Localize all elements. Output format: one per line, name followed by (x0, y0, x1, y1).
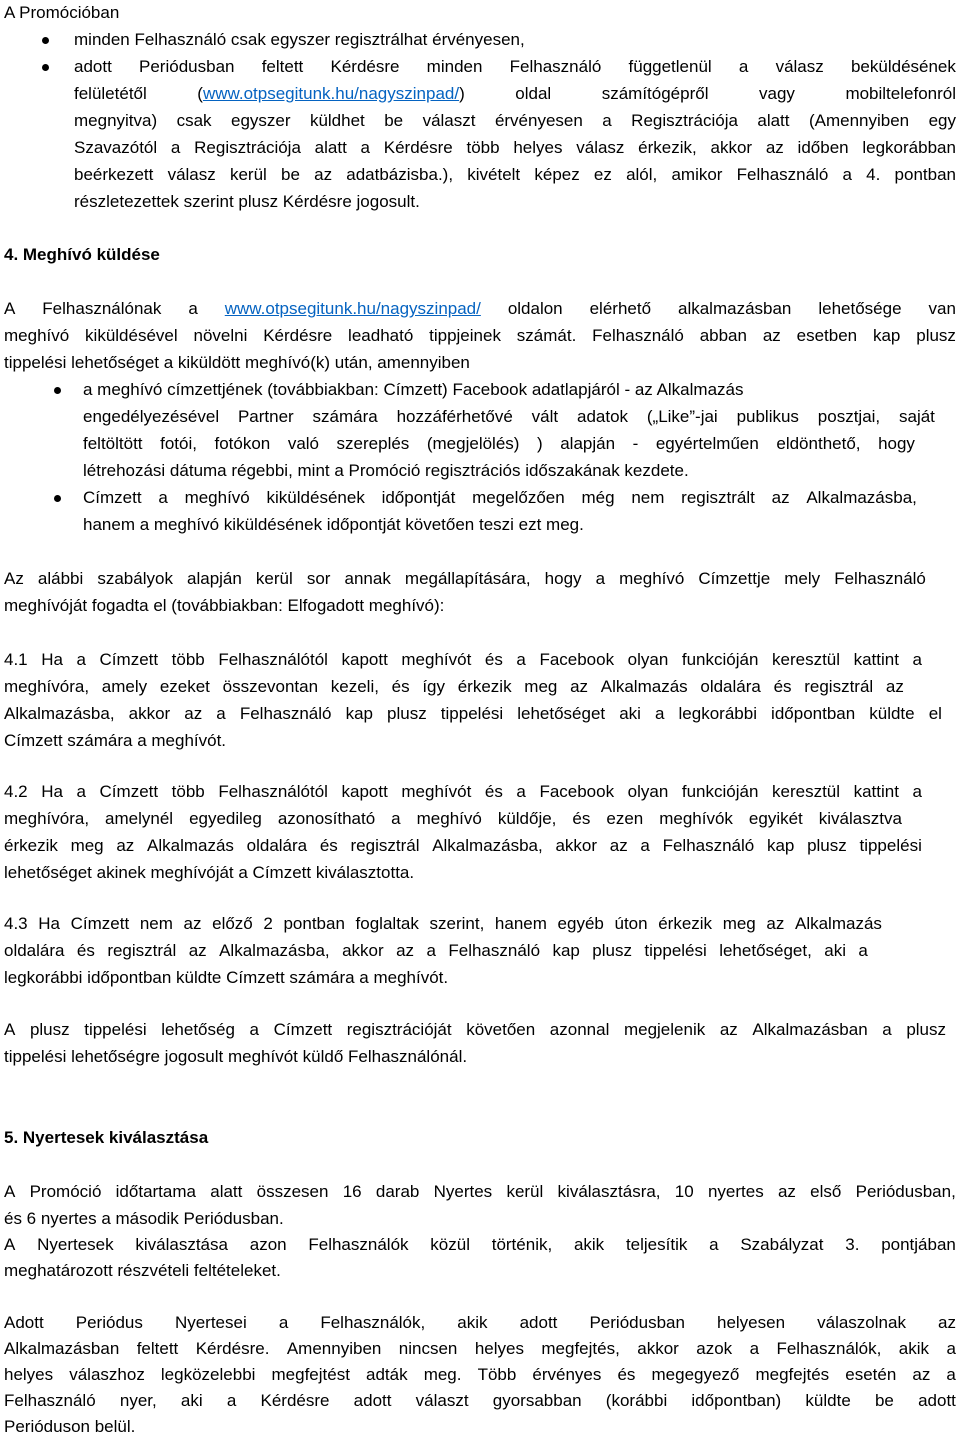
text-line: Alkalmazásban feltett Kérdésre. Amennyiben nincsen helyes megfejtés, akkor azok a Felhasználók, akik a (4, 1339, 956, 1358)
text-line: Felhasználó nyer, aki a Kérdésre adott választ gyorsabban (korábbi időpontban) küldte be adott (4, 1391, 956, 1410)
text-line: legkorábbi időpontban küldte Címzett számára a meghívót. (4, 968, 449, 987)
text-line: Adott Periódus Nyertesei a Felhasználók, akik adott Periódusban helyesen válaszolnak az (4, 1313, 956, 1332)
text-line: létrehozási dátuma régebbi, mint a Promóció regisztrációs időszakának kezdete. (83, 461, 689, 480)
text-line: 4.2 Ha a Címzett több Felhasználótól kapott meghívót és a Facebook olyan funkcióján keresztül kattint a (4, 782, 922, 801)
text-line: adott Periódusban feltett Kérdésre minden Felhasználó függetlenül a válasz beküldésének (74, 57, 956, 76)
bullet-icon (54, 495, 61, 502)
text-line: részletezettek szerint plusz Kérdésre jogosult. (74, 192, 420, 211)
section-heading: 5. Nyertesek kiválasztása (4, 1128, 209, 1147)
text-line: meghívóra, amelynél egyedileg azonosítható a meghívó küldője, és ezen meghívók egyikét kiválasztva (4, 809, 902, 828)
text-line: Az alábbi szabályok alapján kerül sor annak megállapítására, hogy a meghívó Címzettje mely Felhasználó (4, 569, 926, 588)
text-line: Címzett a meghívó kiküldésének időpontját megelőzően még nem regisztrált az Alkalmazásba, (83, 488, 917, 507)
text-line: meghívóját fogadta el (továbbiakban: Elfogadott meghívó): (4, 596, 445, 615)
bullet-icon (42, 64, 49, 71)
text-line: 4.1 Ha a Címzett több Felhasználótól kapott meghívót és a Facebook olyan funkcióján keresztül kattint a (4, 650, 922, 669)
text-line: 4.3 Ha Címzett nem az előző 2 pontban foglaltak szerint, hanem egyéb úton érkezik meg az Alkalmazás (4, 914, 882, 933)
text-line: A Felhasználónak a www.otpsegitunk.hu/nagyszinpad/ oldalon elérhető alkalmazásban lehetősége van (4, 299, 956, 318)
text-line: felületétől (www.otpsegitunk.hu/nagyszinpad/) oldal számítógépről vagy mobiltelefonról (74, 84, 956, 103)
section-heading: 4. Meghívó küldése (4, 245, 160, 264)
bullet-icon (54, 387, 61, 394)
text-line: meghívóra, amely ezeket összevontan kezeli, és így érkezik meg az Alkalmazás oldalára és regisztrál az (4, 677, 904, 696)
text-line: megnyitva) csak egyszer küldhet be választ érvényesen a Regisztrációja alatt (Amennyiben egy (74, 111, 956, 130)
text-line: feltöltött fotói, fotókon való szereplés (megjelölés) ) alapján - egyértelműen eldönthető, hogy (83, 434, 915, 453)
text-line: érkezik meg az Alkalmazás oldalára és regisztrál Alkalmazásba, akkor az a Felhasználó kap plusz tippelési (4, 836, 922, 855)
text-line: a meghívó címzettjének (továbbiakban: Címzett) Facebook adatlapjáról - az Alkalmazás (83, 380, 744, 399)
link-otpsegitunk[interactable]: www.otpsegitunk.hu/nagyszinpad/ (224, 299, 481, 318)
text-line: meghatározott részvételi feltételeket. (4, 1261, 281, 1280)
text-line: A plusz tippelési lehetőség a Címzett regisztrációját követően azonnal megjelenik az Alkalmazásban a plusz (4, 1020, 946, 1039)
text-line: beérkezett válasz kerül be az adatbázisba.), kivételt képez ez alól, amikor Felhasználó a 4. pontban (74, 165, 956, 184)
text-line: A Nyertesek kiválasztása azon Felhasználók közül történik, akik teljesítik a Szabályzat 3. pontjában (4, 1235, 956, 1254)
bullet-icon (42, 37, 49, 44)
text-line: minden Felhasználó csak egyszer regisztrálhat érvényesen, (74, 30, 525, 49)
text-line: Szavazótól a Regisztrációja alatt a Kérdésre több helyes válasz érkezik, akkor az időben legkorábban (74, 138, 956, 157)
text-line: A Promócióban (4, 3, 120, 22)
text-line: A Promóció időtartama alatt összesen 16 darab Nyertes kerül kiválasztásra, 10 nyertes az első Periódusban, (4, 1182, 956, 1201)
text-line: helyes válaszhoz legközelebbi megfejtést adták meg. Több érvényes és megegyező megfejtés esetén az a (4, 1365, 956, 1384)
text-line: meghívó kiküldésével növelni Kérdésre leadható tippjeinek számát. Felhasználó abban az esetben kap plusz (4, 326, 956, 345)
text-line: Alkalmazásba, akkor az a Felhasználó kap plusz tippelési lehetőséget aki a legkorábbi időpontban küldte el (4, 704, 942, 723)
text-line: Perióduson belül. (4, 1417, 136, 1436)
link-otpsegitunk[interactable]: www.otpsegitunk.hu/nagyszinpad/ (202, 84, 460, 103)
text-line: és 6 nyertes a második Periódusban. (4, 1209, 284, 1228)
text-line: Címzett számára a meghívót. (4, 731, 227, 750)
text-line: tippelési lehetőséget a kiküldött meghívó(k) után, amennyiben (4, 353, 470, 372)
text-line: tippelési lehetőségre jogosult meghívót küldő Felhasználónál. (4, 1047, 468, 1066)
text-line: oldalára és regisztrál az Alkalmazásba, akkor az a Felhasználó kap plusz tippelési lehetőséget, aki a (4, 941, 868, 960)
text-line: lehetőséget akinek meghívóját a Címzett kiválasztotta. (4, 863, 415, 882)
text-line: hanem a meghívó kiküldésének időpontját követően teszi ezt meg. (83, 515, 584, 534)
text-line: engedélyezésével Partner számára hozzáférhetővé vált adatok („Like”-jai publikus posztjai, saját (83, 407, 935, 426)
